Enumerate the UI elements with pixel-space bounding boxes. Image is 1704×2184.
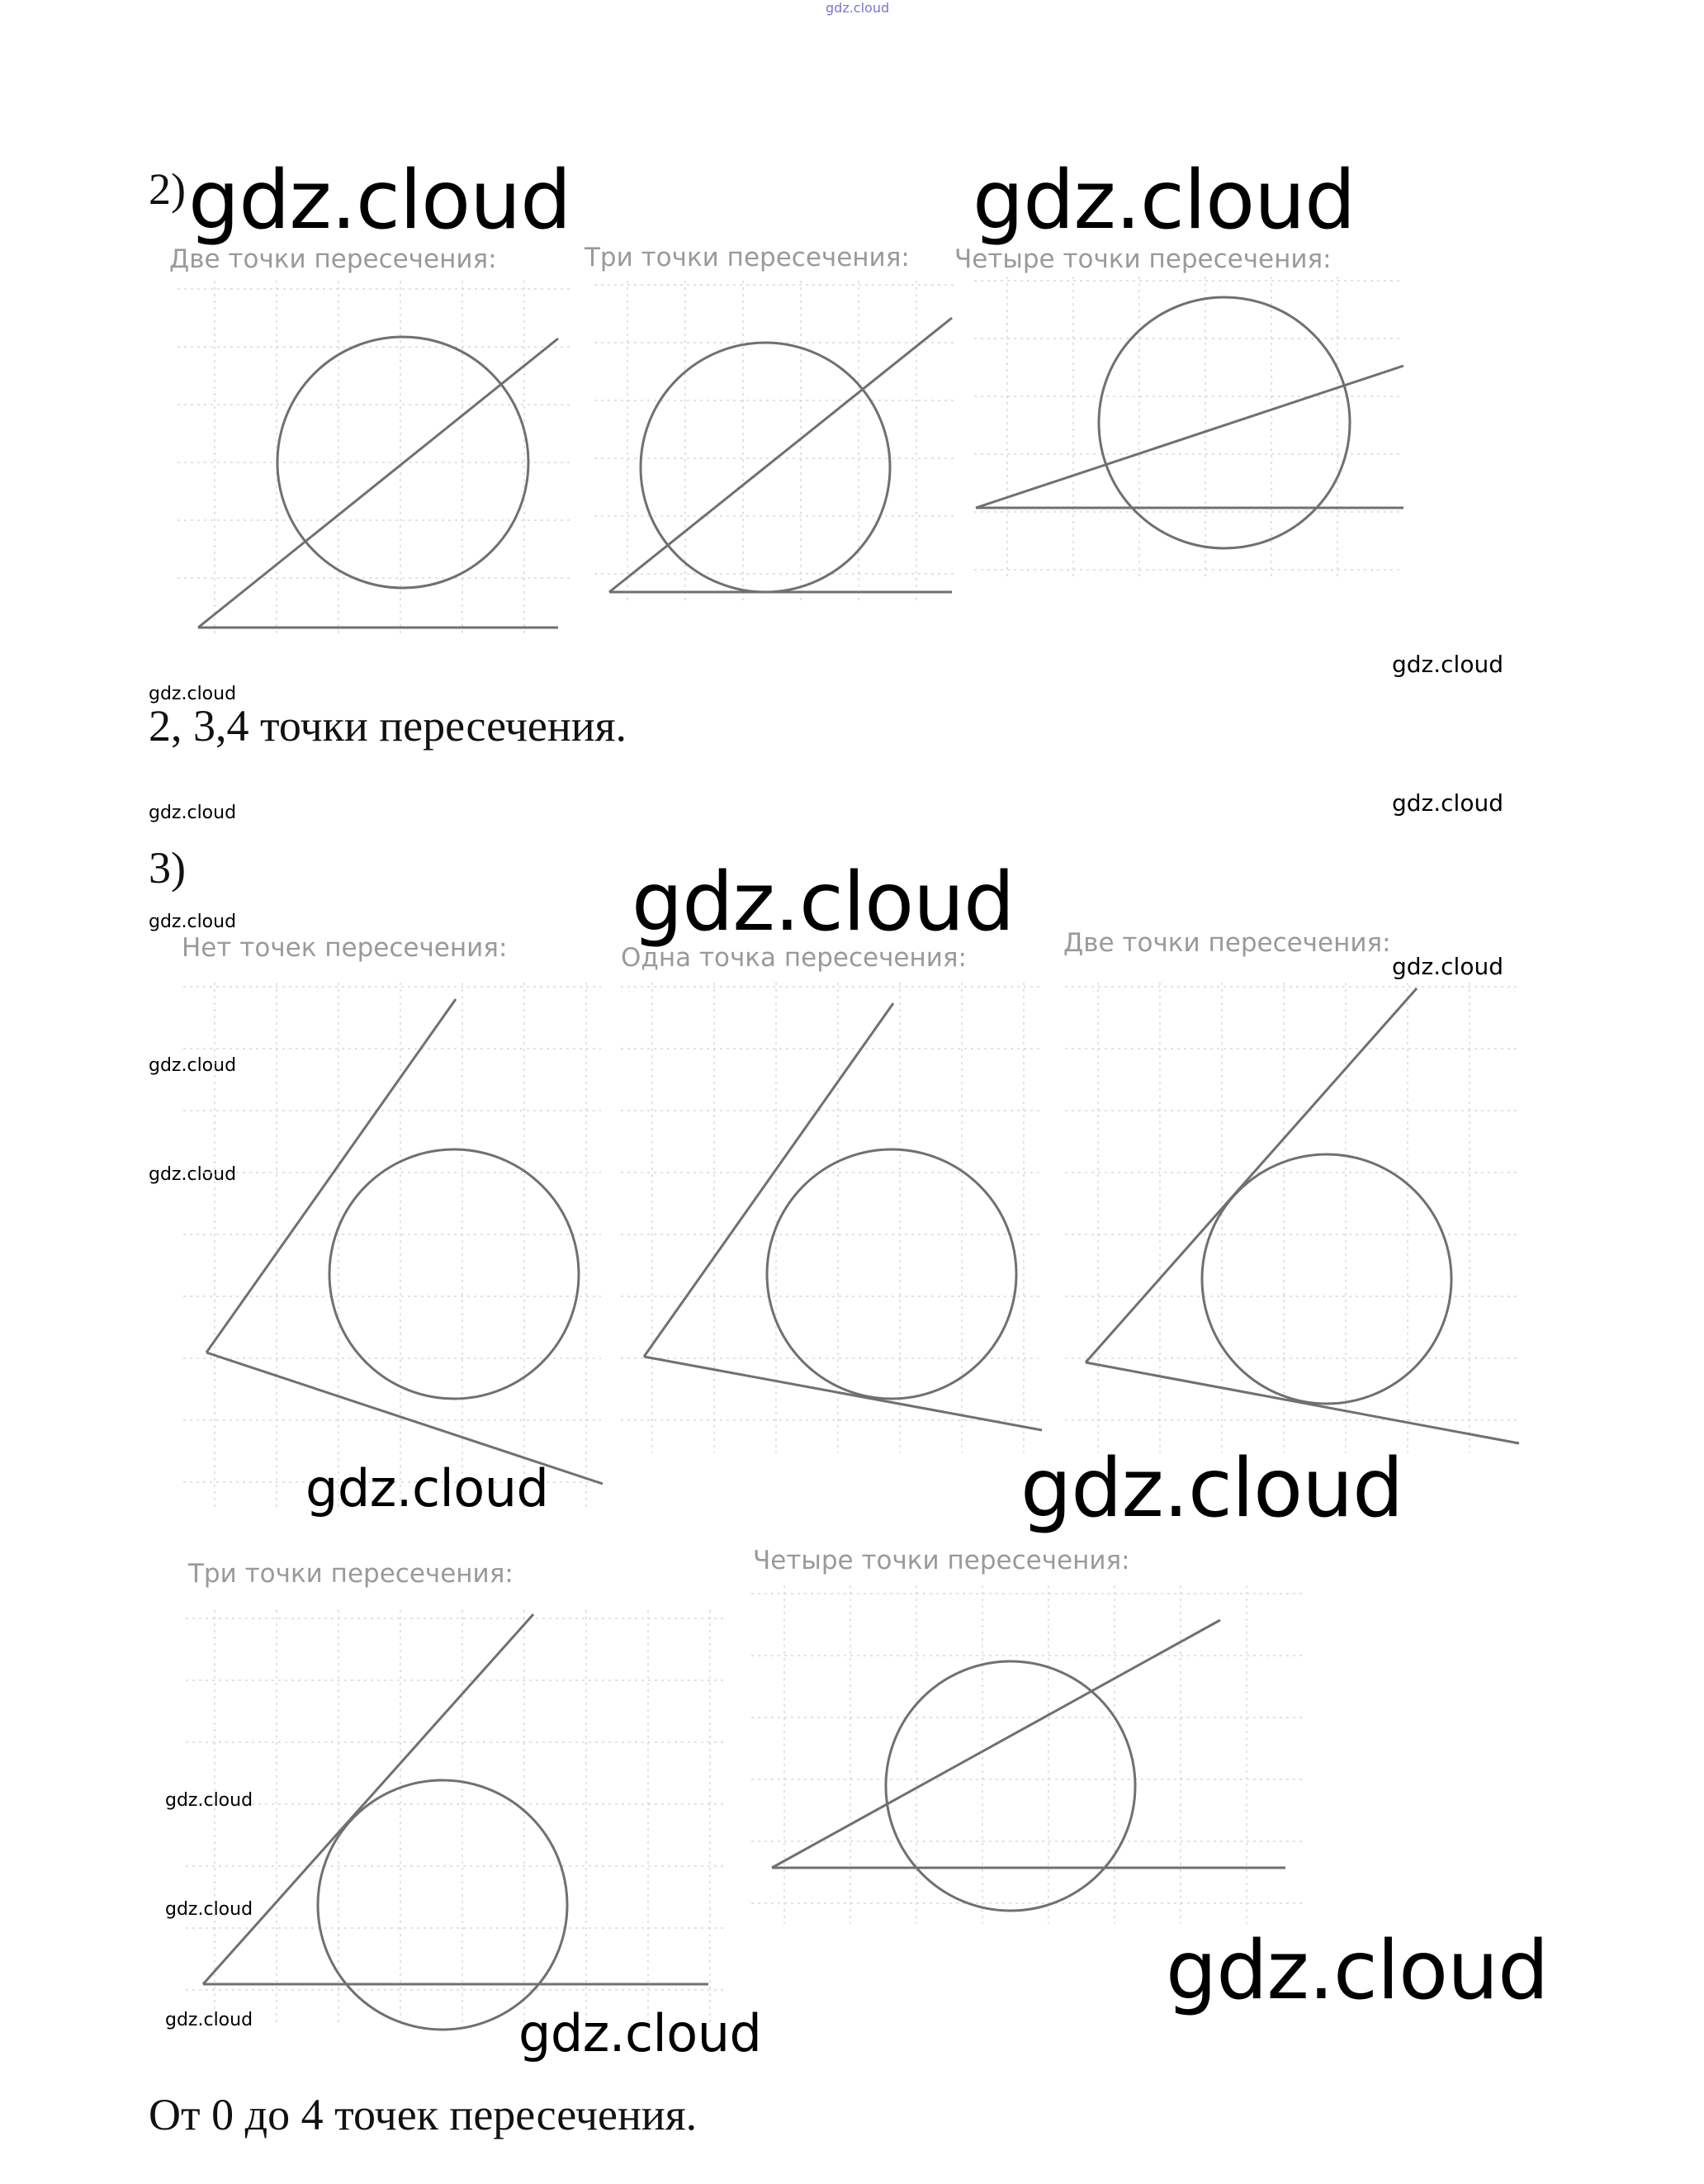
section-3-label: 3) — [149, 843, 186, 893]
watermark-small: gdz.cloud — [1392, 953, 1503, 980]
watermark-medium: gdz.cloud — [305, 1458, 549, 1518]
watermark-small: gdz.cloud — [149, 912, 237, 932]
line — [772, 1620, 1220, 1868]
watermark-small: gdz.cloud — [149, 684, 237, 704]
watermark-large: gdz.cloud — [1020, 1442, 1403, 1536]
watermark-small: gdz.cloud — [165, 1790, 253, 1811]
watermark-medium: gdz.cloud — [518, 2003, 762, 2063]
figure-caption: Две точки пересечения: — [1063, 928, 1391, 958]
section-2-label: 2) — [149, 164, 186, 214]
watermark-small: gdz.cloud — [1392, 651, 1503, 678]
grid — [751, 1585, 1304, 1924]
watermark-large: gdz.cloud — [1166, 1924, 1549, 2018]
watermark-small: gdz.cloud — [149, 1164, 237, 1185]
watermark-small: gdz.cloud — [149, 803, 237, 823]
circle — [886, 1661, 1135, 1911]
figure-caption: Одна точка пересечения: — [621, 943, 967, 973]
watermark-large: gdz.cloud — [973, 154, 1356, 248]
section-2-answer: 2, 3,4 точки пересечения. — [149, 701, 627, 751]
figure-caption: Четыре точки пересечения: — [954, 244, 1332, 274]
figure-caption: Три точки пересечения: — [188, 1559, 514, 1589]
watermark-top: gdz.cloud — [826, 0, 890, 16]
watermark-small: gdz.cloud — [165, 2010, 253, 2030]
watermark-small: gdz.cloud — [165, 1899, 253, 1920]
section-3-answer: От 0 до 4 точек пересечения. — [149, 2090, 698, 2139]
figure-caption: Нет точек пересечения: — [182, 933, 508, 963]
figure-caption: Три точки пересечения: — [585, 243, 910, 272]
figure-caption: Четыре точки пересечения: — [753, 1546, 1130, 1575]
watermark-small: gdz.cloud — [1392, 789, 1503, 817]
figure-caption: Две точки пересечения: — [169, 244, 497, 274]
watermark-large: gdz.cloud — [632, 855, 1015, 950]
watermark-large: gdz.cloud — [188, 154, 571, 248]
watermark-small: gdz.cloud — [149, 1055, 237, 1076]
